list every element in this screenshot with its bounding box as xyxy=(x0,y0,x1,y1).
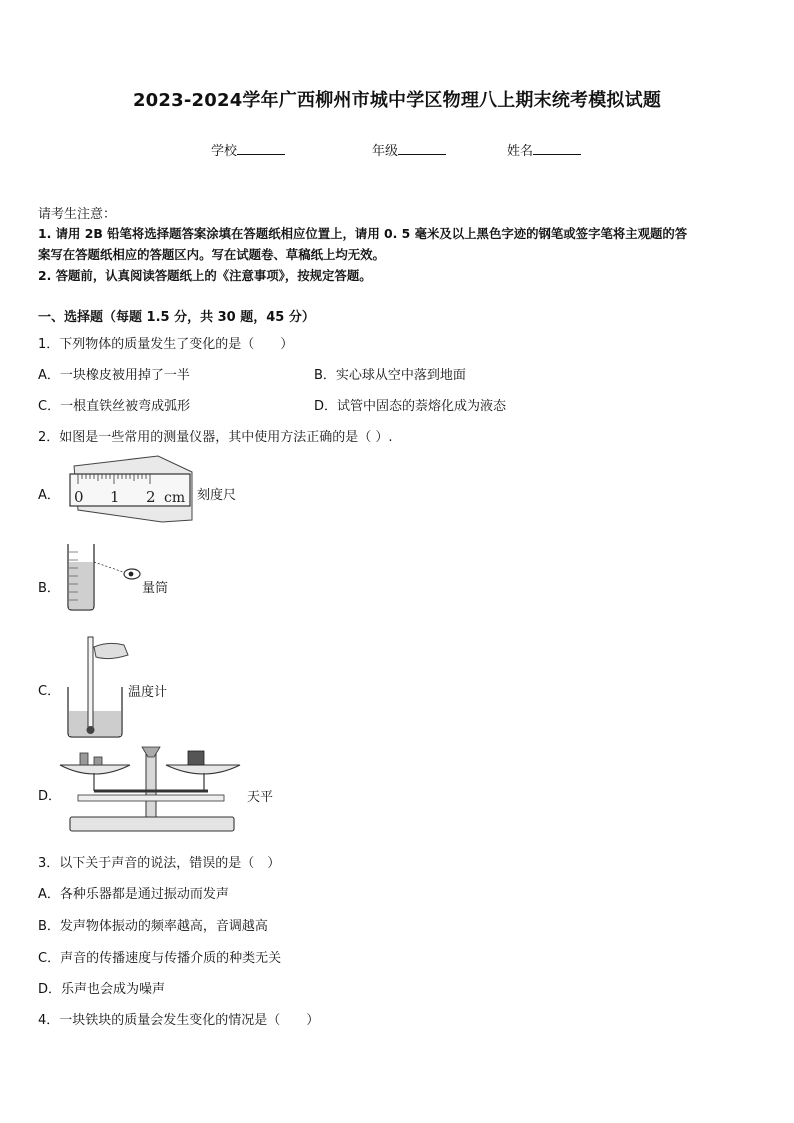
school-blank xyxy=(237,142,285,155)
q3-stem: 3．以下关于声音的说法，错误的是（ ） xyxy=(38,856,281,871)
balance-pillar xyxy=(146,753,156,817)
notice-line-1b: 案写在答题纸相应的答题区内。写在试题卷、草稿纸上均无效。 xyxy=(38,247,385,262)
balance-figure xyxy=(58,745,244,837)
q2-caption-c: 温度计 xyxy=(128,685,168,700)
q1-stem: 1．下列物体的质量发生了变化的是（ ） xyxy=(38,337,294,352)
grade-field xyxy=(372,140,446,159)
notice-heading: 请考生注意： xyxy=(38,207,117,222)
q1-option-d: D．试管中固态的萘熔化成为液态 xyxy=(314,399,507,414)
q2-label-a: A． xyxy=(38,488,60,503)
thermometer-bulb xyxy=(87,726,95,734)
balance-scale-bar xyxy=(78,795,224,801)
school-label: 学校 xyxy=(211,144,238,159)
name-field xyxy=(507,140,581,159)
q2-caption-a: 刻度尺 xyxy=(197,488,237,503)
name-label: 姓名 xyxy=(507,144,534,159)
school-field xyxy=(211,140,285,159)
notice-line-2: 2. 答题前，认真阅读答题纸上的《注意事项》，按规定答题。 xyxy=(38,268,372,283)
beaker-liquid xyxy=(69,711,121,736)
q2-caption-b: 量筒 xyxy=(142,581,169,596)
q4-stem: 4．一块铁块的质量会发生变化的情况是（ ） xyxy=(38,1013,320,1028)
grade-blank xyxy=(398,142,446,155)
grade-label: 年级 xyxy=(372,144,399,159)
q2-label-c: C． xyxy=(38,684,61,699)
object-block xyxy=(188,751,204,765)
ruler-figure xyxy=(66,452,196,527)
weight-2 xyxy=(94,757,102,765)
q3-option-b: B．发声物体振动的频率越高，音调越高 xyxy=(38,919,268,934)
ruler-mark-2: 2 xyxy=(146,488,156,506)
q2-label-d: D． xyxy=(38,789,62,804)
q3-option-c: C．声音的传播速度与传播介质的种类无关 xyxy=(38,951,282,966)
q1-option-b: B．实心球从空中落到地面 xyxy=(314,368,466,383)
graduated-cylinder-figure xyxy=(60,540,145,612)
left-pan xyxy=(60,765,130,774)
balance-base xyxy=(70,817,234,831)
q2-stem: 2．如图是一些常用的测量仪器，其中使用方法正确的是（ ）. xyxy=(38,430,393,445)
name-blank xyxy=(533,142,581,155)
q1-option-a: A．一块橡皮被用掉了一半 xyxy=(38,368,190,383)
page-title: 2023-2024学年广西柳州市城中学区物理八上期末统考模拟试题 xyxy=(132,90,662,111)
ruler-mark-0: 0 xyxy=(74,488,84,506)
thermometer-tube xyxy=(88,637,93,729)
q2-caption-d: 天平 xyxy=(247,790,274,805)
hand-shape xyxy=(94,643,128,658)
sight-line xyxy=(94,562,126,573)
eye-pupil xyxy=(129,572,134,577)
section-heading: 一、选择题（每题 1.5 分，共 30 题，45 分） xyxy=(38,310,315,325)
thermometer-figure xyxy=(64,633,130,741)
weight-1 xyxy=(80,753,88,765)
right-pan xyxy=(166,765,240,774)
ruler-mark-1: 1 xyxy=(110,488,120,506)
q3-option-a: A．各种乐器都是通过振动而发声 xyxy=(38,887,229,902)
q3-option-d: D．乐声也会成为噪声 xyxy=(38,982,166,997)
balance-pointer-top xyxy=(142,747,160,757)
cylinder-liquid xyxy=(69,562,93,609)
q2-label-b: B． xyxy=(38,581,60,596)
notice-line-1a: 1. 请用 2B 铅笔将选择题答案涂填在答题纸相应位置上，请用 0. 5 毫米及以上黑色字迹的钢笔或签字笔将主观题的答 xyxy=(38,226,688,241)
q1-option-c: C．一根直铁丝被弯成弧形 xyxy=(38,399,191,414)
ruler-mark-unit: cm xyxy=(164,490,186,506)
